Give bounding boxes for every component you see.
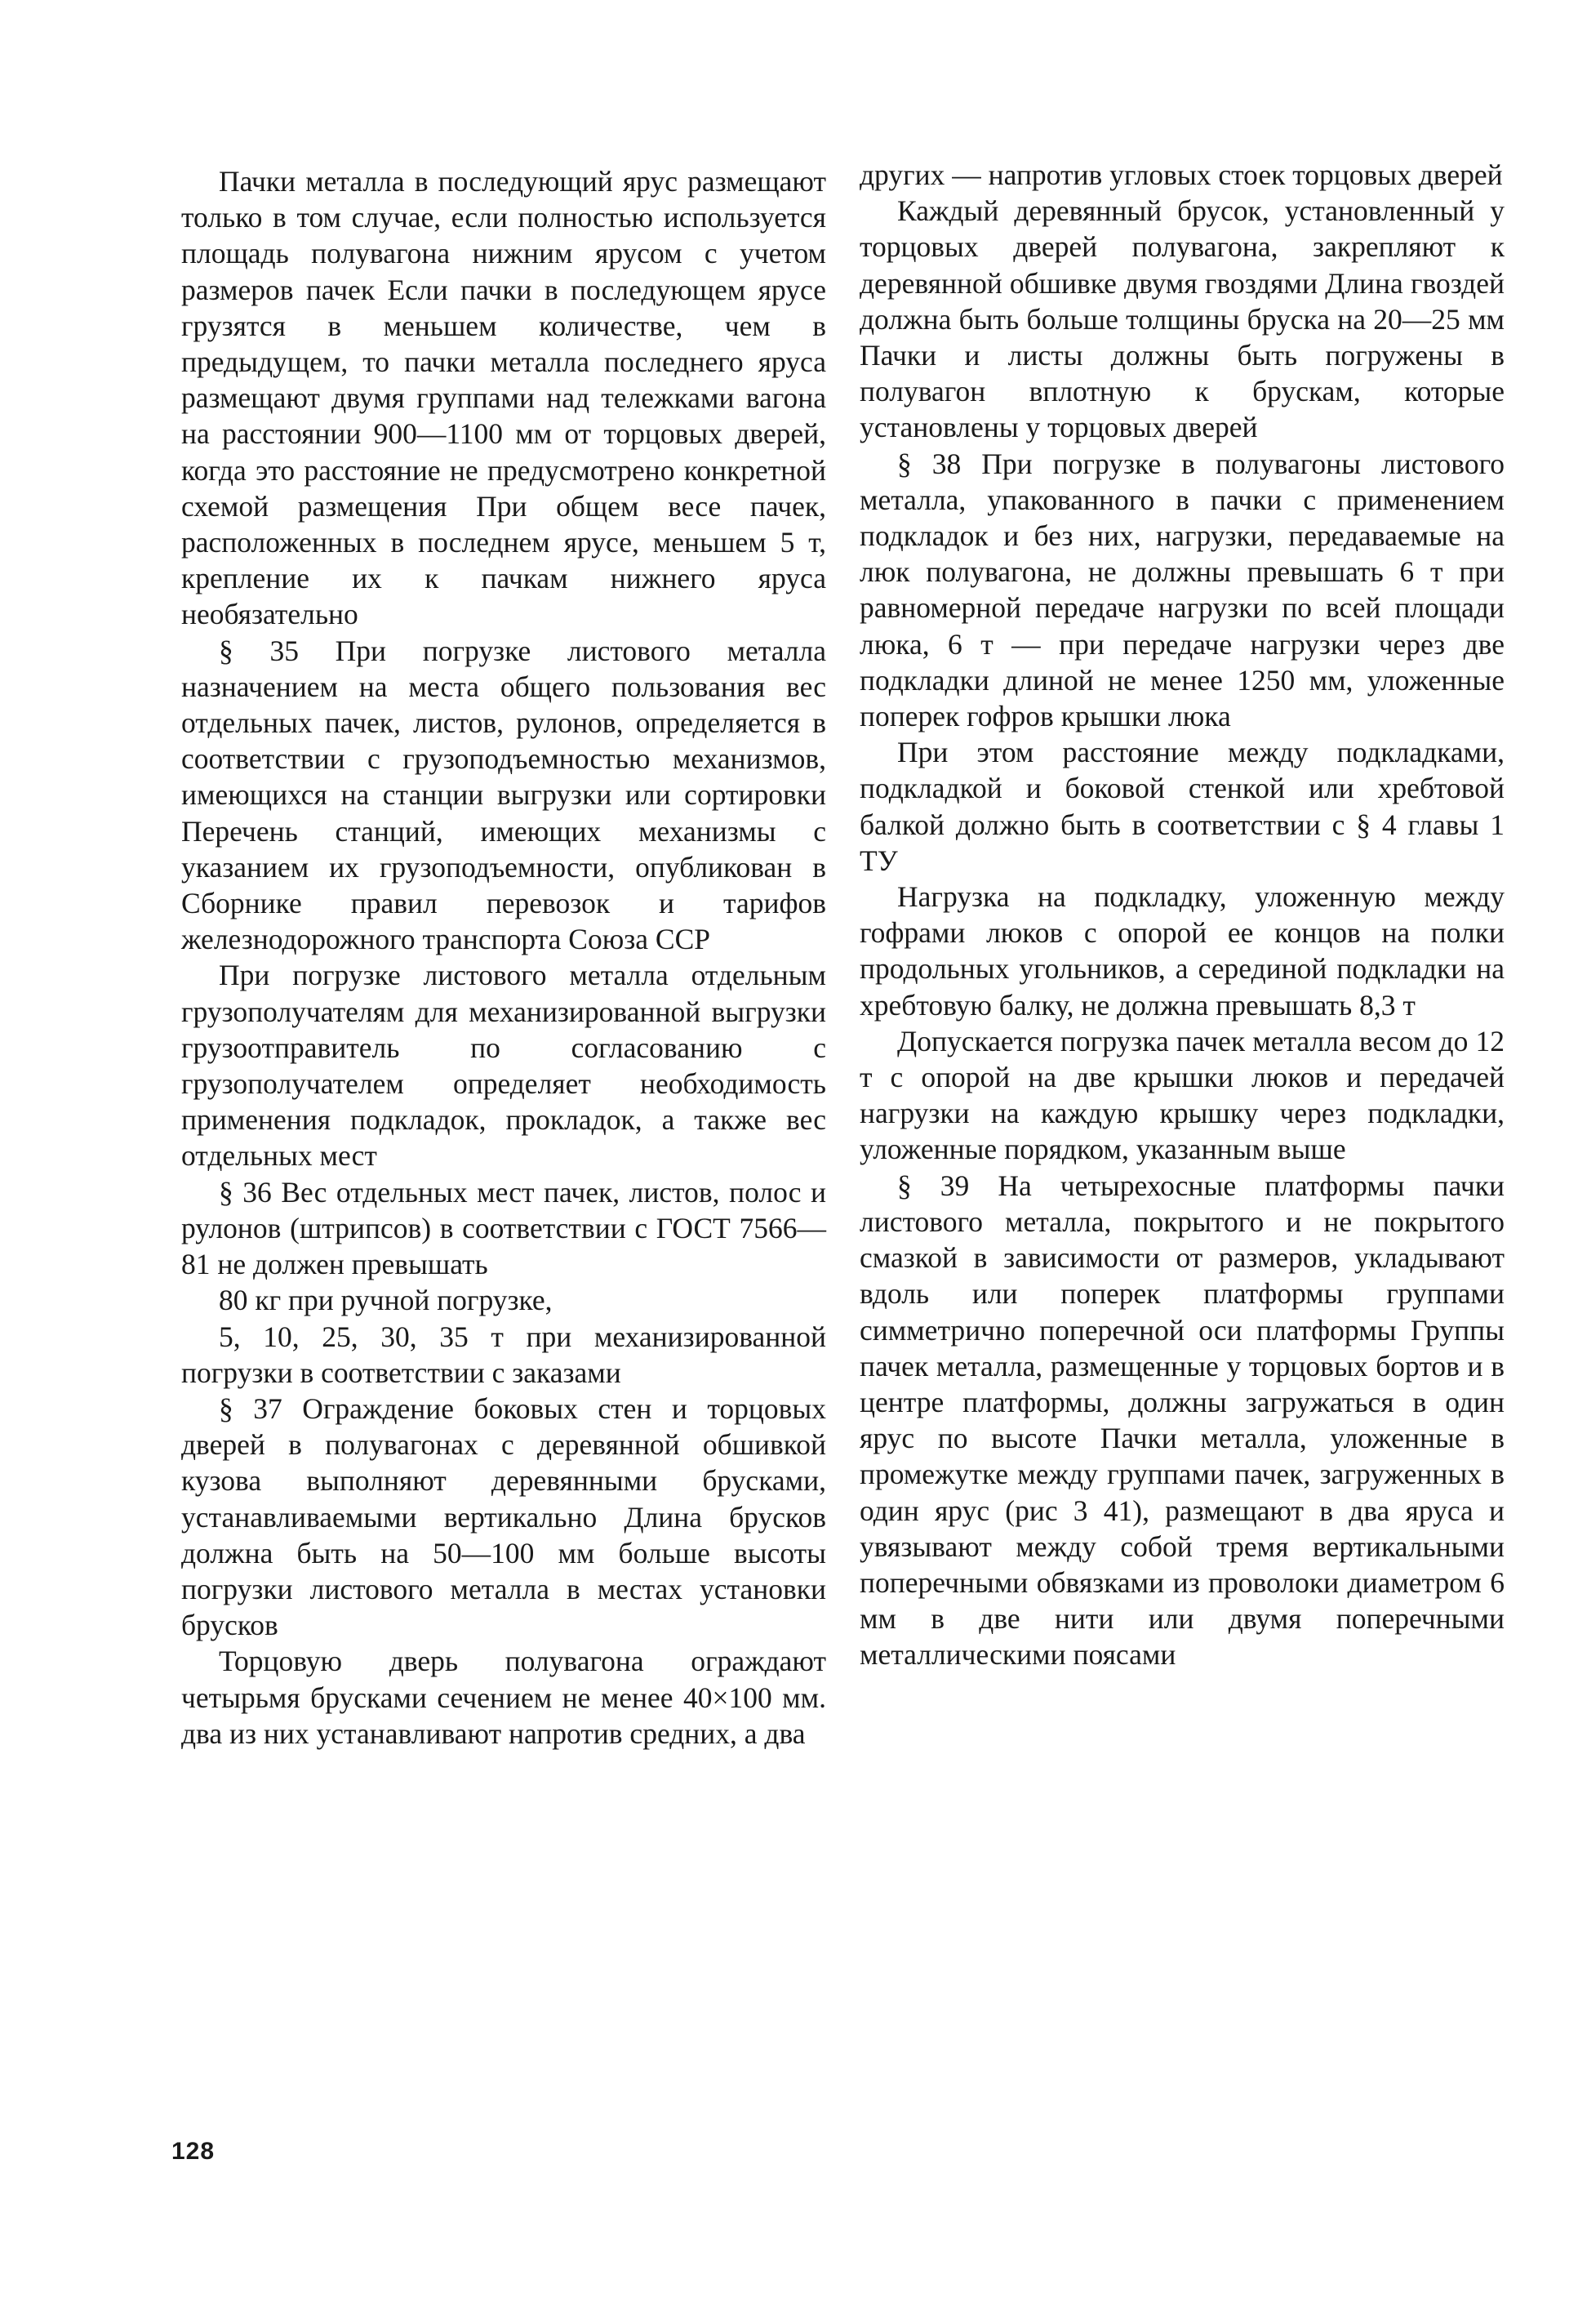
paragraph-right-5: Нагрузка на подкладку, уложенную между гофрами люков с опорой ее концов на полки продольных угольников, а серединой подкладки на хребтовую балку, не должна превышать 8,3 т <box>860 880 1505 1022</box>
paragraph-left-8: Торцовую дверь полувагона ограждают четырьмя брусками сечением не менее 40×100 мм. два из них устанавливают напротив средних, а два <box>181 1645 826 1750</box>
paragraph-left-2: § 35 При погрузке листового металла назначением на места общего пользования вес отдельных пачек, листов, рулонов, определяется в соответствии с грузоподъемностью механизмов, имеющихся на станции выгрузки или сортировки Перечень станций, имеющих механизмы с указанием их грузоподъемности, опубликован в Сборнике правил перевозок и тарифов железнодорожного транспорта Союза ССР <box>181 634 826 956</box>
left-column <box>181 163 826 1752</box>
paragraph-left-6: 5, 10, 25, 30, 35 т при механизированной погрузки в соответствии с заказами <box>181 1320 826 1389</box>
paragraph-left-3: При погрузке листового металла отдельным грузополучателям для механизированной выгрузки грузоотправитель по согласованию с грузополучателем определяет необходимость применения подкладок, прокладок, а также вес отдельных мест <box>181 959 826 1173</box>
paragraph-left-1: Пачки металла в последующий ярус размещают только в том случае, если полностью используется площадь полувагона нижним ярусом с учетом размеров пачек Если пачки в последующем ярусе грузятся в меньшем количестве, чем в предыдущем, то пачки металла последнего яруса размещают двумя группами над тележками вагона на расстоянии 900—1100 мм от торцовых дверей, когда это расстояние не предусмотрено конкретной схемой размещения При общем весе пачек, расположенных в последнем ярусе, меньшем 5 т, крепление их к пачкам нижнего яруса необязательно <box>181 165 826 631</box>
paragraph-left-7: § 37 Ограждение боковых стен и торцовых дверей в полувагонах с деревянной обшивкой кузова выполняют деревянными брусками, устанавливаемыми вертикально Длина брусков должна быть на 50—100 мм больше высоты погрузки листового металла в местах установки брусков <box>181 1391 826 1642</box>
paragraph-right-2: Каждый деревянный брусок, установленный у торцовых дверей полувагона, закрепляют к деревянной обшивке двумя гвоздями Длина гвоздей должна быть больше толщины бруска на 20—25 мм Пачки и листы должны быть погружены в полувагон вплотную к брускам, которые установлены у торцовых дверей <box>860 194 1505 444</box>
paragraph-left-4: § 36 Вес отдельных мест пачек, листов, полос и рулонов (штрипсов) в соответствии с ГОСТ 7566—81 не должен превышать <box>181 1175 826 1281</box>
paragraph-right-3: § 38 При погрузке в полувагоны листового металла, упакованного в пачки с применением подкладок и без них, нагрузки, передаваемые на люк полувагона, не должны превышать 6 т при равномерной передаче нагрузки по всей площади люка, 6 т — при передаче нагрузки через две подкладки длиной не менее 1250 мм, уложенные поперек гофров крышки люка <box>860 447 1505 733</box>
paragraph-left-5: 80 кг при ручной погрузке, <box>219 1284 553 1317</box>
page-number: 128 <box>171 2138 216 2165</box>
right-column <box>860 157 1505 1673</box>
paragraph-right-4: При этом расстояние между подкладками, подкладкой и боковой стенкой или хребтовой балкой должно быть в соответствии с § 4 главы 1 ТУ <box>860 736 1505 877</box>
paragraph-right-1: других — напротив угловых стоек торцовых дверей <box>860 158 1503 191</box>
paragraph-right-7: § 39 На четырехосные платформы пачки листового металла, покрытого и не покрытого смазкой в зависимости от размеров, укладывают вдоль или поперек платформы группами симметрично поперечной оси платформы Группы пачек металла, размещенные у торцовых бортов и в центре платформы, должны загружаться в один ярус по высоте Пачки металла, уложенные в промежутке между группами пачек, загруженных в один ярус (рис 3 41), размещают в два яруса и увязывают между собой тремя вертикальными поперечными обвязками из проволоки диаметром 6 мм в две нити или двумя поперечными металлическими поясами <box>860 1169 1505 1672</box>
paragraph-right-6: Допускается погрузка пачек металла весом до 12 т с опорой на две крышки люков и передачей нагрузки на каждую крышку через подкладки, уложенные порядком, указанным выше <box>860 1024 1505 1166</box>
